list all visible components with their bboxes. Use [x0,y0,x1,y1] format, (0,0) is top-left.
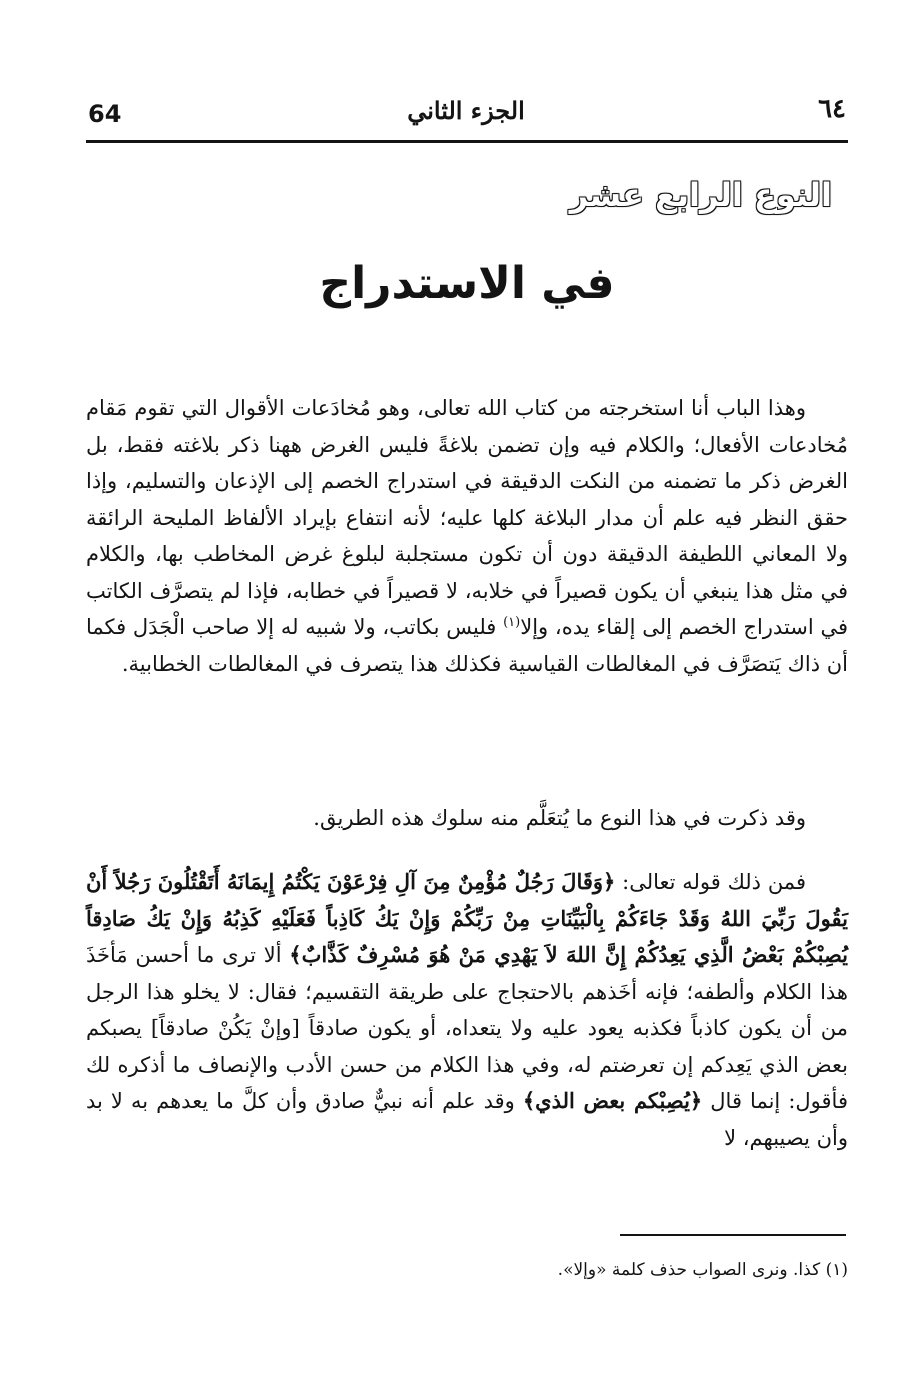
page-header [86,92,846,138]
footnote-reference: (١) [503,615,521,630]
quran-quote: ﴿يُصِبْكم بعض الذي﴾ [522,1088,703,1113]
paragraph-text: وقد علم أنه نبيٌّ صادق وأن كلَّ ما يعدهم به لا بد وأن يصيبهم، لا [86,1089,848,1150]
paragraph-intro [86,390,848,682]
paragraph-text: فمن ذلك قوله تعالى: [615,870,806,894]
page-number-latin: 64 [88,100,122,128]
footnote: (١) كذا. ونرى الصواب حذف كلمة «وإلا». [557,1260,848,1280]
page-number-arabic: ٦٤ [818,94,846,124]
running-title: الجزء الثاني [407,96,525,125]
quran-quote: ﴿وَقَالَ رَجُلٌ مُؤْمِنٌ مِنَ آلِ فِرْعَوْنَ يَكْتُمُ إِيمَانَهُ أَتَقْتُلُونَ رَجُلاً أَنْ يَقُولَ رَبِّيَ اللهُ وَقَدْ جَاءَكُمْ بِالْبَيِّنَاتِ مِنْ رَبِّكُمْ وَإِنْ يَكُ كَاذِباً فَعَلَيْهِ كَذِبُهُ وَإِنْ يَكُ صَادِقاً يُصِبْكُمْ بَعْضُ الَّذِي يَعِدُكُمْ إِنَّ اللهَ لاَ يَهْدِي مَنْ هُوَ مُسْرِفٌ كَذَّابٌ﴾ [86,869,849,967]
header-rule [86,140,848,143]
paragraph-text: ألا ترى ما أحسن مَأخَذَ هذا الكلام وألطفه؛ فإنه أخَذهم بالاحتجاج على طريقة التقسيم؛ فقال: لا يخلو هذا الرجل من أن يكون كاذباً فكذبه يعود عليه ولا يتعداه، أو يكون صادقاً [وإنْ يَكُنْ صادقاً] يصبكم بعض الذي يَعِدكم إن تعرضتم له، وفي هذا الكلام من حسن الأدب والإنصاف ما أذكره لك فأقول: إنما قال [86,943,848,1113]
footnote-rule [620,1234,846,1236]
paragraph-text: فليس بكاتب، ولا شبيه له إلا صاحب الْجَدَل فكما أن ذاك يَتصَرَّف في المغالطات القياسية فكذلك هذا يتصرف في المغالطات الخطابية. [86,615,848,676]
paragraph-text: وهذا الباب أنا استخرجته من كتاب الله تعالى، وهو مُخادَعات الأقوال التي تقوم مَقام مُخادعات الأفعال؛ والكلام فيه وإن تضمن بلاغةً فليس الغرض ههنا ذكر بلاغته فقط، بل الغرض ذكر ما تضمنه من النكت الدقيقة في استدراج الخصم إلى الإذعان والتسليم، وإذا حقق النظر فيه علم أن مدار البلاغة كلها عليه؛ لأنه انتفاع بإيراد الألفاظ المليحة الرائقة ولا المعاني اللطيفة الدقيقة دون أن تكون مستجلبة لبلوغ غرض المخاطب بها، والكلام في مثل هذا ينبغي أن يكون قصيراً في خلابه، لا قصيراً في خطابه، فإذا لم يتصرَّف الكاتب في استدراج الخصم إلى إلقاء يده، وإلا [86,396,849,639]
section-label: النوع الرابع عشر [569,176,832,214]
paragraph-example [86,864,848,1156]
paragraph-text: وقد ذكرت في هذا النوع ما يُتعَلَّم منه سلوك هذه الطريق. [313,806,806,830]
paragraph-method [86,800,848,837]
chapter-title: في الاستدراج [319,258,615,309]
